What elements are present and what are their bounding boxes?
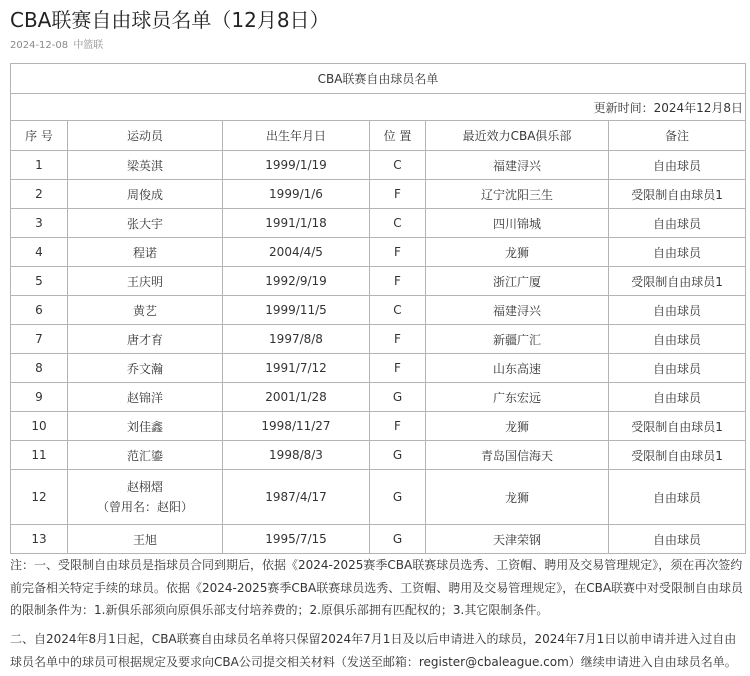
cell-birth: 1999/1/6 — [223, 180, 370, 209]
cell-remark: 自由球员 — [609, 296, 746, 325]
cell-birth: 1997/8/8 — [223, 325, 370, 354]
cell-remark: 受限制自由球员1 — [609, 267, 746, 296]
cell-no: 12 — [11, 470, 68, 525]
cell-position: C — [370, 151, 426, 180]
cell-remark: 自由球员 — [609, 325, 746, 354]
table-row — [11, 180, 746, 209]
player-former-name: （曾用名：赵阳） — [96, 500, 193, 514]
table-caption-row — [11, 64, 746, 94]
cell-position: F — [370, 412, 426, 441]
cell-birth: 2004/4/5 — [223, 238, 370, 267]
table-row — [11, 209, 746, 238]
cell-club: 福建浔兴 — [426, 151, 609, 180]
cell-birth: 1995/7/15 — [223, 525, 370, 554]
cell-no: 3 — [11, 209, 68, 238]
table-row — [11, 238, 746, 267]
cell-player — [68, 470, 223, 525]
article-meta — [10, 36, 103, 51]
player-name: 赵栩熠 — [126, 480, 163, 494]
cell-player: 唐才育 — [68, 325, 223, 354]
cell-position: G — [370, 470, 426, 525]
cell-remark: 受限制自由球员1 — [609, 412, 746, 441]
cell-position: G — [370, 383, 426, 412]
cell-club: 龙狮 — [426, 470, 609, 525]
cell-club: 辽宁沈阳三生 — [426, 180, 609, 209]
cell-player: 王旭 — [68, 525, 223, 554]
cell-remark: 自由球员 — [609, 383, 746, 412]
cell-birth: 2001/1/28 — [223, 383, 370, 412]
cell-remark: 自由球员 — [609, 209, 746, 238]
page-title: CBA联赛自由球员名单（12月8日） — [10, 8, 330, 32]
cell-player: 刘佳鑫 — [68, 412, 223, 441]
header-player: 运动员 — [68, 121, 223, 151]
cell-position: F — [370, 325, 426, 354]
cell-no: 10 — [11, 412, 68, 441]
note-restricted-definition: 注：一、受限制自由球员是指球员合同到期后，依据《2024-2025赛季CBA联赛球员选秀、工资帽、聘用及交易管理规定》，须在再次签约前完备相关特定手续的球员。依据《2024-2025赛季CBA联赛球员选秀、工资帽、聘用及交易管理规定》，在CBA联赛中对受限制自由球员的限制条件为：1.新俱乐部须向原俱乐部支付培养费的；2.原俱乐部拥有匹配权的；3.其它限制条件。 — [10, 558, 744, 617]
table-row — [11, 267, 746, 296]
cell-birth: 1987/4/17 — [223, 470, 370, 525]
table-row — [11, 383, 746, 412]
cell-club: 山东高速 — [426, 354, 609, 383]
cell-no: 4 — [11, 238, 68, 267]
cell-club: 龙狮 — [426, 412, 609, 441]
header-position: 位 置 — [370, 121, 426, 151]
table-row — [11, 470, 746, 525]
cell-no: 9 — [11, 383, 68, 412]
cell-position: F — [370, 354, 426, 383]
table-row — [11, 296, 746, 325]
cell-club: 四川锦城 — [426, 209, 609, 238]
table-row — [11, 151, 746, 180]
cell-position: G — [370, 441, 426, 470]
cell-birth: 1992/9/19 — [223, 267, 370, 296]
cell-player: 梁英淇 — [68, 151, 223, 180]
cell-club: 青岛国信海天 — [426, 441, 609, 470]
cell-birth: 1991/1/18 — [223, 209, 370, 238]
free-agent-table — [10, 63, 746, 554]
cell-position: F — [370, 180, 426, 209]
cell-position: G — [370, 525, 426, 554]
cell-player: 周俊成 — [68, 180, 223, 209]
cell-remark: 自由球员 — [609, 470, 746, 525]
cell-player: 王庆明 — [68, 267, 223, 296]
table-row — [11, 525, 746, 554]
table-caption: CBA联赛自由球员名单 — [11, 64, 746, 94]
update-time: 更新时间：2024年12月8日 — [11, 94, 746, 121]
header-no: 序 号 — [11, 121, 68, 151]
cell-club: 天津荣钢 — [426, 525, 609, 554]
cell-birth: 1991/7/12 — [223, 354, 370, 383]
cell-club: 浙江广厦 — [426, 267, 609, 296]
table-row — [11, 412, 746, 441]
cell-player: 黄艺 — [68, 296, 223, 325]
cell-club: 新疆广汇 — [426, 325, 609, 354]
table-row — [11, 354, 746, 383]
cell-no: 7 — [11, 325, 68, 354]
note-list-policy: 二、自2024年8月1日起，CBA联赛自由球员名单将只保留2024年7月1日及以后申请进入的球员，2024年7月1日以前申请并进入过自由球员名单中的球员可根据规定及要求向CBA公司提交相关材料（发送至邮箱：register@cbaleague.com）继续申请进入自由球员名单。 — [10, 632, 737, 669]
cell-remark: 自由球员 — [609, 238, 746, 267]
cell-position: F — [370, 238, 426, 267]
header-remark: 备注 — [609, 121, 746, 151]
cell-remark: 自由球员 — [609, 354, 746, 383]
cell-player: 赵锦洋 — [68, 383, 223, 412]
cell-no: 1 — [11, 151, 68, 180]
cell-remark: 受限制自由球员1 — [609, 180, 746, 209]
cell-birth: 1999/11/5 — [223, 296, 370, 325]
table-row — [11, 441, 746, 470]
cell-birth: 1999/1/19 — [223, 151, 370, 180]
cell-birth: 1998/8/3 — [223, 441, 370, 470]
cell-position: C — [370, 296, 426, 325]
cell-player: 范汇鎏 — [68, 441, 223, 470]
cell-club: 福建浔兴 — [426, 296, 609, 325]
table-updated-row — [11, 94, 746, 121]
cell-birth: 1998/11/27 — [223, 412, 370, 441]
header-club: 最近效力CBA俱乐部 — [426, 121, 609, 151]
source-link[interactable]: 中篮联 — [73, 40, 104, 51]
cell-club: 龙狮 — [426, 238, 609, 267]
cell-player: 乔文瀚 — [68, 354, 223, 383]
cell-no: 2 — [11, 180, 68, 209]
cell-player: 程诺 — [68, 238, 223, 267]
cell-position: F — [370, 267, 426, 296]
publish-date: 2024-12-08 — [10, 40, 69, 51]
cell-no: 8 — [11, 354, 68, 383]
header-birth: 出生年月日 — [223, 121, 370, 151]
cell-no: 11 — [11, 441, 68, 470]
cell-no: 13 — [11, 525, 68, 554]
cell-position: C — [370, 209, 426, 238]
cell-no: 6 — [11, 296, 68, 325]
cell-player: 张大宇 — [68, 209, 223, 238]
table-header-row — [11, 121, 746, 151]
cell-remark: 自由球员 — [609, 525, 746, 554]
cell-club: 广东宏远 — [426, 383, 609, 412]
cell-remark: 自由球员 — [609, 151, 746, 180]
cell-no: 5 — [11, 267, 68, 296]
table-row — [11, 325, 746, 354]
cell-remark: 受限制自由球员1 — [609, 441, 746, 470]
